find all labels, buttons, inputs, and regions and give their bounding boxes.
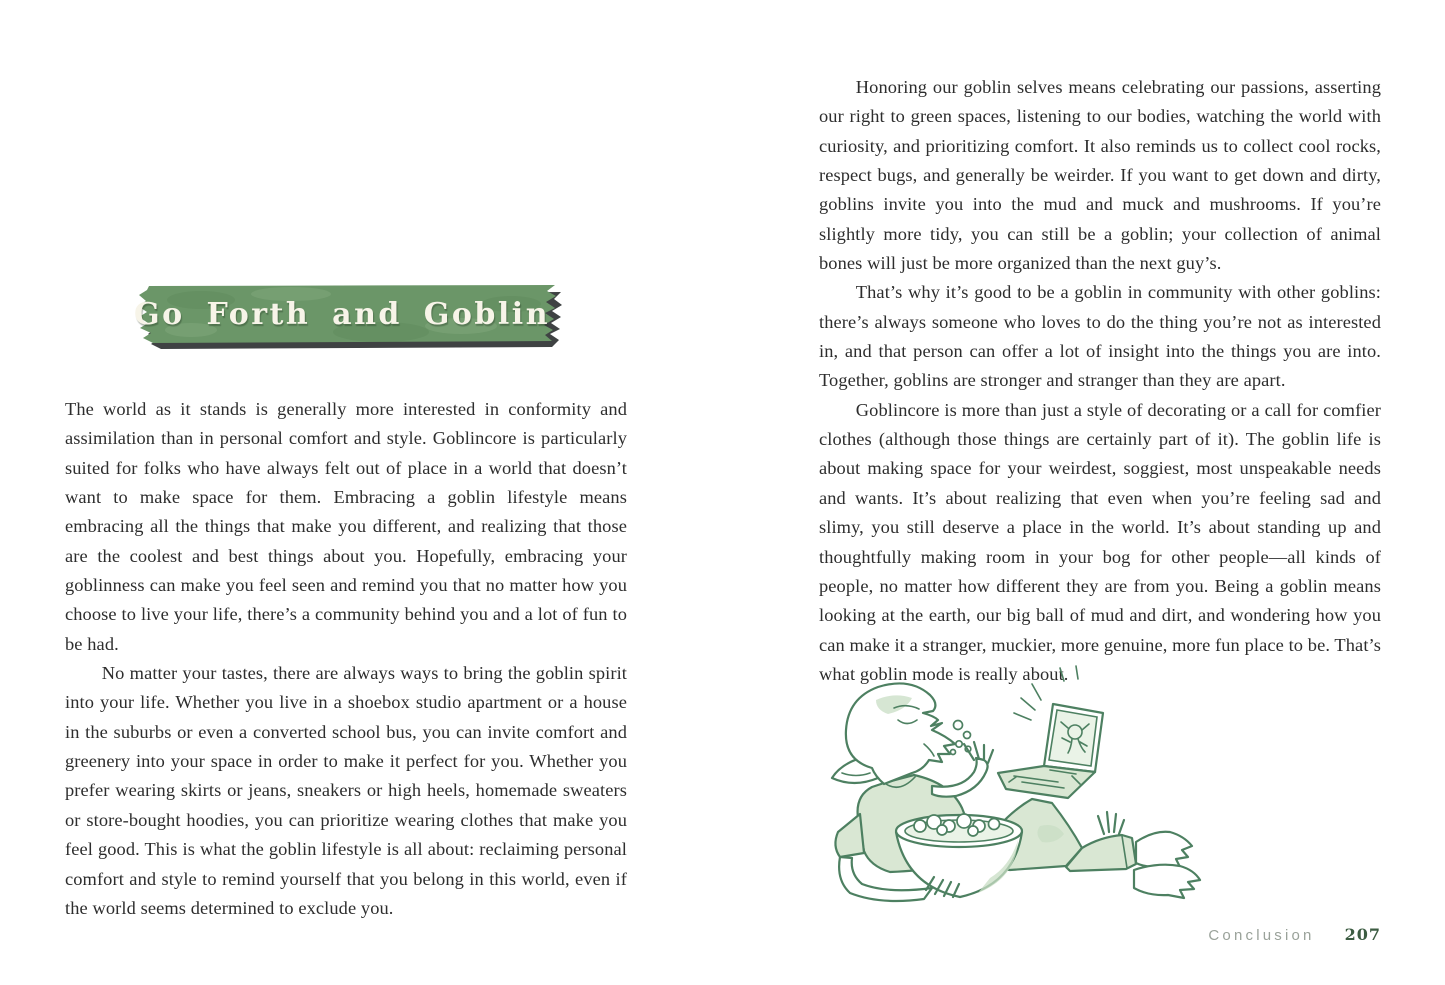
running-footer <box>819 925 1381 944</box>
paragraph: The world as it stands is generally more interested in conformity and assimilation than in personal comfort and style. Goblincore is particularly suited for folks who have always felt out of place in a world that doesn’t want to make space for them. Embracing a goblin lifestyle means embracing all the things that make you different, and realizing that those are the coolest and best things about you. Hopefully, embracing your goblinness can make you feel seen and remind you that no matter how you choose to live your life, there’s a community behind you and a lot of fun to be had. <box>65 399 627 654</box>
chapter-heading-banner <box>131 282 565 354</box>
paragraph: That’s why it’s good to be a goblin in community with other goblins: there’s always someone who loves to do the thing you’re not as interested in, and that person can offer a lot of insight into the things you are into. Together, goblins are stronger and stranger than they are apart. <box>819 282 1381 391</box>
left-page-text-column <box>65 395 627 923</box>
paragraph: No matter your tastes, there are always ways to bring the goblin spirit into your life. Whether you live in a shoebox studio apartment or a house in the suburbs or even a converted school bus, you can invite comfort and greenery into your space in order to make it perfect for you. Whether you prefer wearing skirts or jeans, sneakers or high heels, homemade sweaters or store-bought hoodies, you can prioritize wearing clothes that make you feel good. This is what the goblin lifestyle is all about: reclaiming personal comfort and style to remind yourself that you belong in this world, even if the world seems determined to exclude you. <box>65 663 627 918</box>
paragraph: Honoring our goblin selves means celebrating our passions, asserting our right to green spaces, listening to our bodies, watching the world with curiosity, and prioritizing comfort. It also reminds us to collect cool rocks, respect bugs, and generally be weirder. If you want to get down and dirty, goblins invite you into the mud and muck and mushrooms. If you’re slightly more tidy, you can still be a goblin; your collection of animal bones will just be more organized than the next guy’s. <box>819 77 1381 274</box>
right-page-text-column <box>819 73 1381 689</box>
footer-page-number: 207 <box>1344 925 1381 944</box>
paragraph: Goblincore is more than just a style of decorating or a call for comfier clothes (although those things are certainly part of it). The goblin life is about making space for your weirdest, soggiest, most unspeakable needs and wants. It’s about realizing that even when you’re feeling sad and slimy, you still deserve a place in the world. It’s about standing up and thoughtfully making room in your bog for other people—all kinds of people, no matter how different they are from you. Being a goblin means looking at the earth, our big ball of mud and dirt, and wondering how you can make it a stranger, muckier, more genuine, more fun place to be. That’s what goblin mode is really about. <box>819 399 1381 684</box>
goblin-illustration-graphic <box>828 656 1276 918</box>
chapter-heading: Go Forth and Goblin <box>133 296 551 332</box>
footer-section-label: Conclusion <box>1208 927 1315 944</box>
goblin-laptop-popcorn-illustration <box>828 656 1276 918</box>
